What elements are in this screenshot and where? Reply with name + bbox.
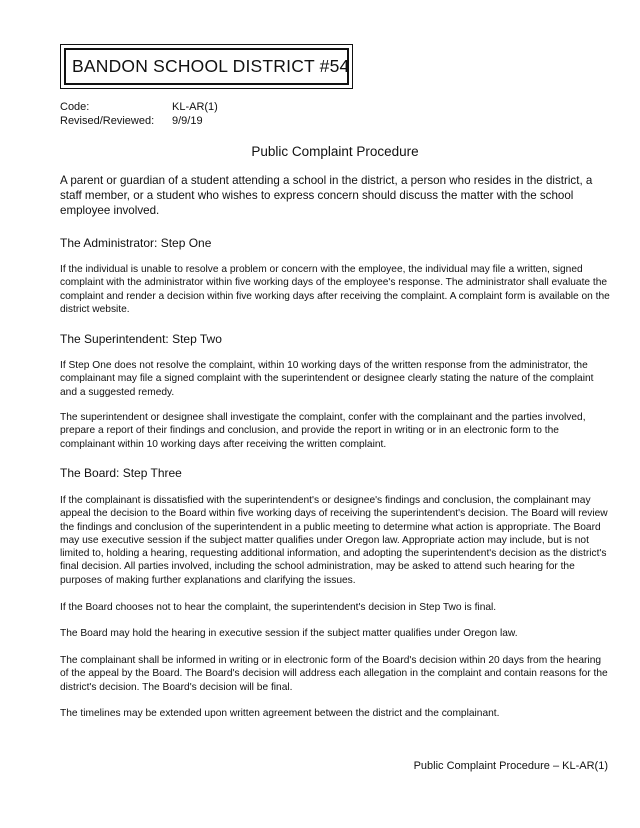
page-title: Public Complaint Procedure bbox=[251, 144, 419, 159]
step-three-paragraph-1: If the complainant is dissatisfied with the superintendent's or designee's findings and conclusion, the complainant may appeal the decision to the Board within five working days of receiving the superintendent's decision. The Board will review the findings and conclusion of the superintendent in a public meeting to determine what action is appropriate. The Board may use executive session if the subject matter qualifies under Oregon law. Appropriate action may include, but is not limited to, holding a hearing, requesting additional information, and adopting the superintendent's decision as the district's final decision. All parties involved, including the school administration, may be asked to attend such hearing for the purposes of making further explanations and clarifying the issues. bbox=[60, 495, 608, 586]
code-label: Code: bbox=[60, 101, 90, 113]
revised-line bbox=[60, 114, 203, 128]
section-heading-step-one: The Administrator: Step One bbox=[60, 236, 212, 250]
code-line bbox=[60, 100, 218, 114]
step-two-paragraph-2: The superintendent or designee shall investigate the complaint, confer with the complainant and the parties involved, prepare a report of their findings and conclusion, and provide the report in writing or in an electronic form to the complainant within 10 working days after receiving the written complaint. bbox=[60, 412, 586, 450]
code-value: KL-AR(1) bbox=[172, 101, 218, 113]
section-heading-step-three: The Board: Step Three bbox=[60, 466, 182, 480]
step-three-paragraph-3: The Board may hold the hearing in executive session if the subject matter qualifies under Oregon law. bbox=[60, 628, 518, 639]
step-three-paragraph-4: The complainant shall be informed in writing or in electronic form of the Board's decision within 20 days from the hearing of the appeal by the Board. The Board's decision will address each allegation in the complaint and contain reasons for the district's decision. The Board's decision will be final. bbox=[60, 655, 608, 693]
intro-paragraph: A parent or guardian of a student attending a school in the district, a person who resides in the district, a staff member, or a student who wishes to express concern should discuss the matter with the school employee involved. bbox=[60, 174, 593, 217]
page-footer: Public Complaint Procedure – KL-AR(1) bbox=[413, 760, 608, 772]
step-three-paragraph-2: If the Board chooses not to hear the complaint, the superintendent's decision in Step Two is final. bbox=[60, 602, 497, 613]
district-title: BANDON SCHOOL DISTRICT #54 bbox=[64, 48, 349, 85]
section-heading-step-two: The Superintendent: Step Two bbox=[60, 332, 222, 346]
district-title-box bbox=[60, 44, 353, 89]
revised-value: 9/9/19 bbox=[172, 115, 203, 127]
step-two-paragraph-1: If Step One does not resolve the complaint, within 10 working days of the written response from the administrator, the complainant may file a signed complaint with the superintendent or designee clearly stating the nature of the complaint and a suggested remedy. bbox=[60, 360, 594, 398]
revised-label: Revised/Reviewed: bbox=[60, 115, 155, 127]
step-one-paragraph-1: If the individual is unable to resolve a problem or concern with the employee, the individual may file a written, signed complaint with the administrator within five working days of the employee's response. The administrator shall evaluate the complaint and render a decision within five working days after receiving the complaint. A complaint form is available on the district website. bbox=[60, 264, 610, 315]
step-three-paragraph-5: The timelines may be extended upon written agreement between the district and the complainant. bbox=[60, 708, 500, 719]
